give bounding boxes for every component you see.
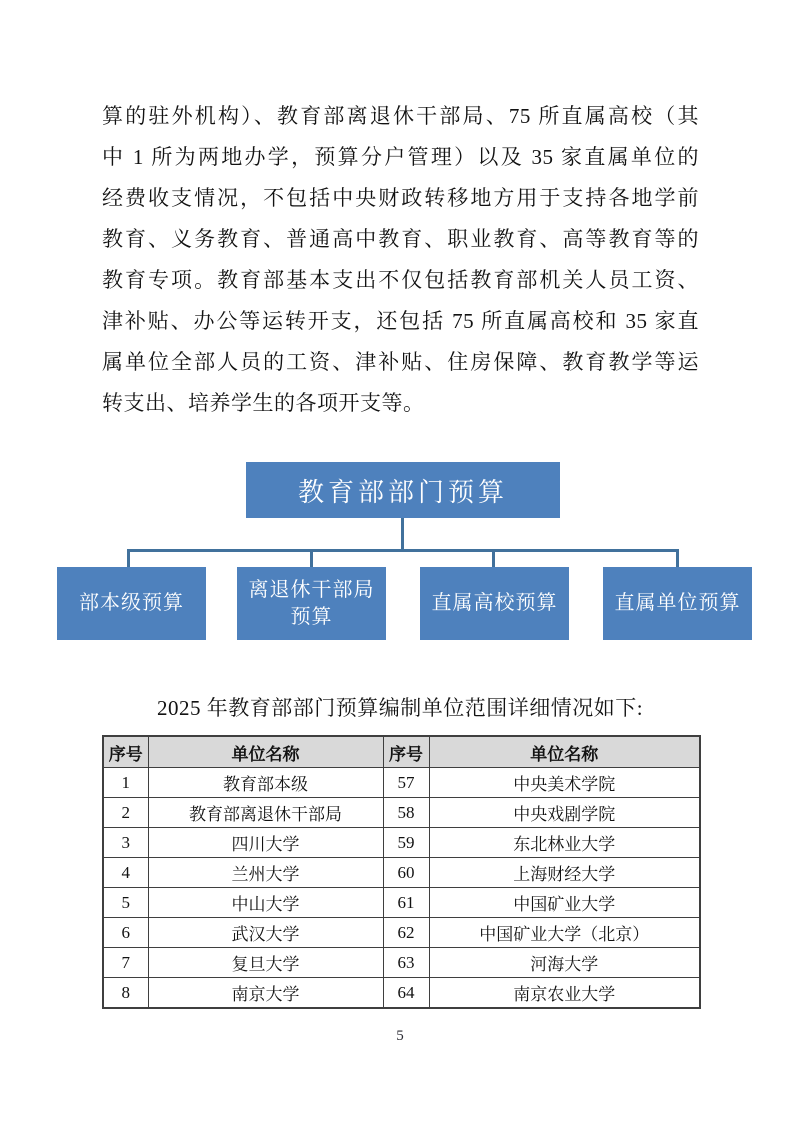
paragraph-line: 教育专项。教育部基本支出不仅包括教育部机关人员工资、	[102, 268, 699, 292]
connector-drop	[492, 549, 495, 568]
cell-unitname: 中山大学	[148, 888, 383, 918]
cell-serial: 57	[383, 768, 429, 798]
cell-serial: 63	[383, 948, 429, 978]
table-row	[103, 948, 700, 978]
cell-serial: 1	[103, 768, 148, 798]
cell-serial: 7	[103, 948, 148, 978]
table-row	[103, 888, 700, 918]
cell-unitname: 东北林业大学	[429, 828, 700, 858]
cell-serial: 5	[103, 888, 148, 918]
header-unitname-left: 单位名称	[148, 736, 383, 768]
connector-drop	[310, 549, 313, 568]
table-row	[103, 858, 700, 888]
cell-serial: 60	[383, 858, 429, 888]
table-header-row	[103, 736, 700, 768]
org-chart-root-box: 教育部部门预算	[246, 462, 560, 518]
cell-unitname: 中央戏剧学院	[429, 798, 700, 828]
cell-serial: 3	[103, 828, 148, 858]
page-number: 5	[396, 1028, 404, 1044]
cell-unitname: 教育部离退休干部局	[148, 798, 383, 828]
table-row	[103, 828, 700, 858]
table-row	[103, 768, 700, 798]
cell-unitname: 河海大学	[429, 948, 700, 978]
cell-serial: 62	[383, 918, 429, 948]
cell-serial: 2	[103, 798, 148, 828]
paragraph-line: 经费收支情况，不包括中央财政转移地方用于支持各地学前	[102, 186, 699, 210]
paragraph-line: 算的驻外机构）、教育部离退休干部局、75 所直属高校（其	[102, 104, 699, 128]
cell-serial: 61	[383, 888, 429, 918]
paragraph-line: 转支出、培养学生的各项开支等。	[102, 391, 425, 415]
paragraph-line: 教育、义务教育、普通高中教育、职业教育、高等教育等的	[102, 227, 699, 251]
connector-drop	[127, 549, 130, 568]
cell-unitname: 武汉大学	[148, 918, 383, 948]
budget-units-table	[102, 735, 701, 1009]
paragraph-line: 属单位全部人员的工资、津补贴、住房保障、教育教学等运	[102, 350, 699, 374]
cell-unitname: 中国矿业大学（北京）	[429, 918, 700, 948]
org-chart-child-box-danwei: 直属单位预算	[603, 567, 752, 640]
cell-unitname: 中央美术学院	[429, 768, 700, 798]
org-chart-child-box-lituixiu: 离退休干部局预算	[237, 567, 386, 640]
connector-stem	[401, 518, 404, 551]
table-row	[103, 978, 700, 1009]
cell-serial: 4	[103, 858, 148, 888]
table-row	[103, 798, 700, 828]
cell-serial: 8	[103, 978, 148, 1009]
cell-unitname: 中国矿业大学	[429, 888, 700, 918]
header-serial-left: 序号	[103, 736, 148, 768]
cell-serial: 6	[103, 918, 148, 948]
paragraph-line: 津补贴、办公等运转开支，还包括 75 所直属高校和 35 家直	[102, 309, 699, 333]
table-caption: 2025 年教育部部门预算编制单位范围详细情况如下:	[156, 696, 644, 720]
cell-unitname: 南京大学	[148, 978, 383, 1009]
cell-unitname: 南京农业大学	[429, 978, 700, 1009]
cell-unitname: 教育部本级	[148, 768, 383, 798]
cell-serial: 64	[383, 978, 429, 1009]
cell-unitname: 四川大学	[148, 828, 383, 858]
connector-rail	[127, 549, 679, 552]
cell-unitname: 兰州大学	[148, 858, 383, 888]
cell-serial: 58	[383, 798, 429, 828]
cell-unitname: 上海财经大学	[429, 858, 700, 888]
connector-drop	[676, 549, 679, 568]
org-chart-child-box-gaoxiao: 直属高校预算	[420, 567, 569, 640]
paragraph-line: 中 1 所为两地办学，预算分户管理）以及 35 家直属单位的	[102, 145, 699, 169]
cell-serial: 59	[383, 828, 429, 858]
table-row	[103, 918, 700, 948]
header-serial-right: 序号	[383, 736, 429, 768]
cell-unitname: 复旦大学	[148, 948, 383, 978]
org-chart-child-box-benji: 部本级预算	[57, 567, 206, 640]
header-unitname-right: 单位名称	[429, 736, 700, 768]
